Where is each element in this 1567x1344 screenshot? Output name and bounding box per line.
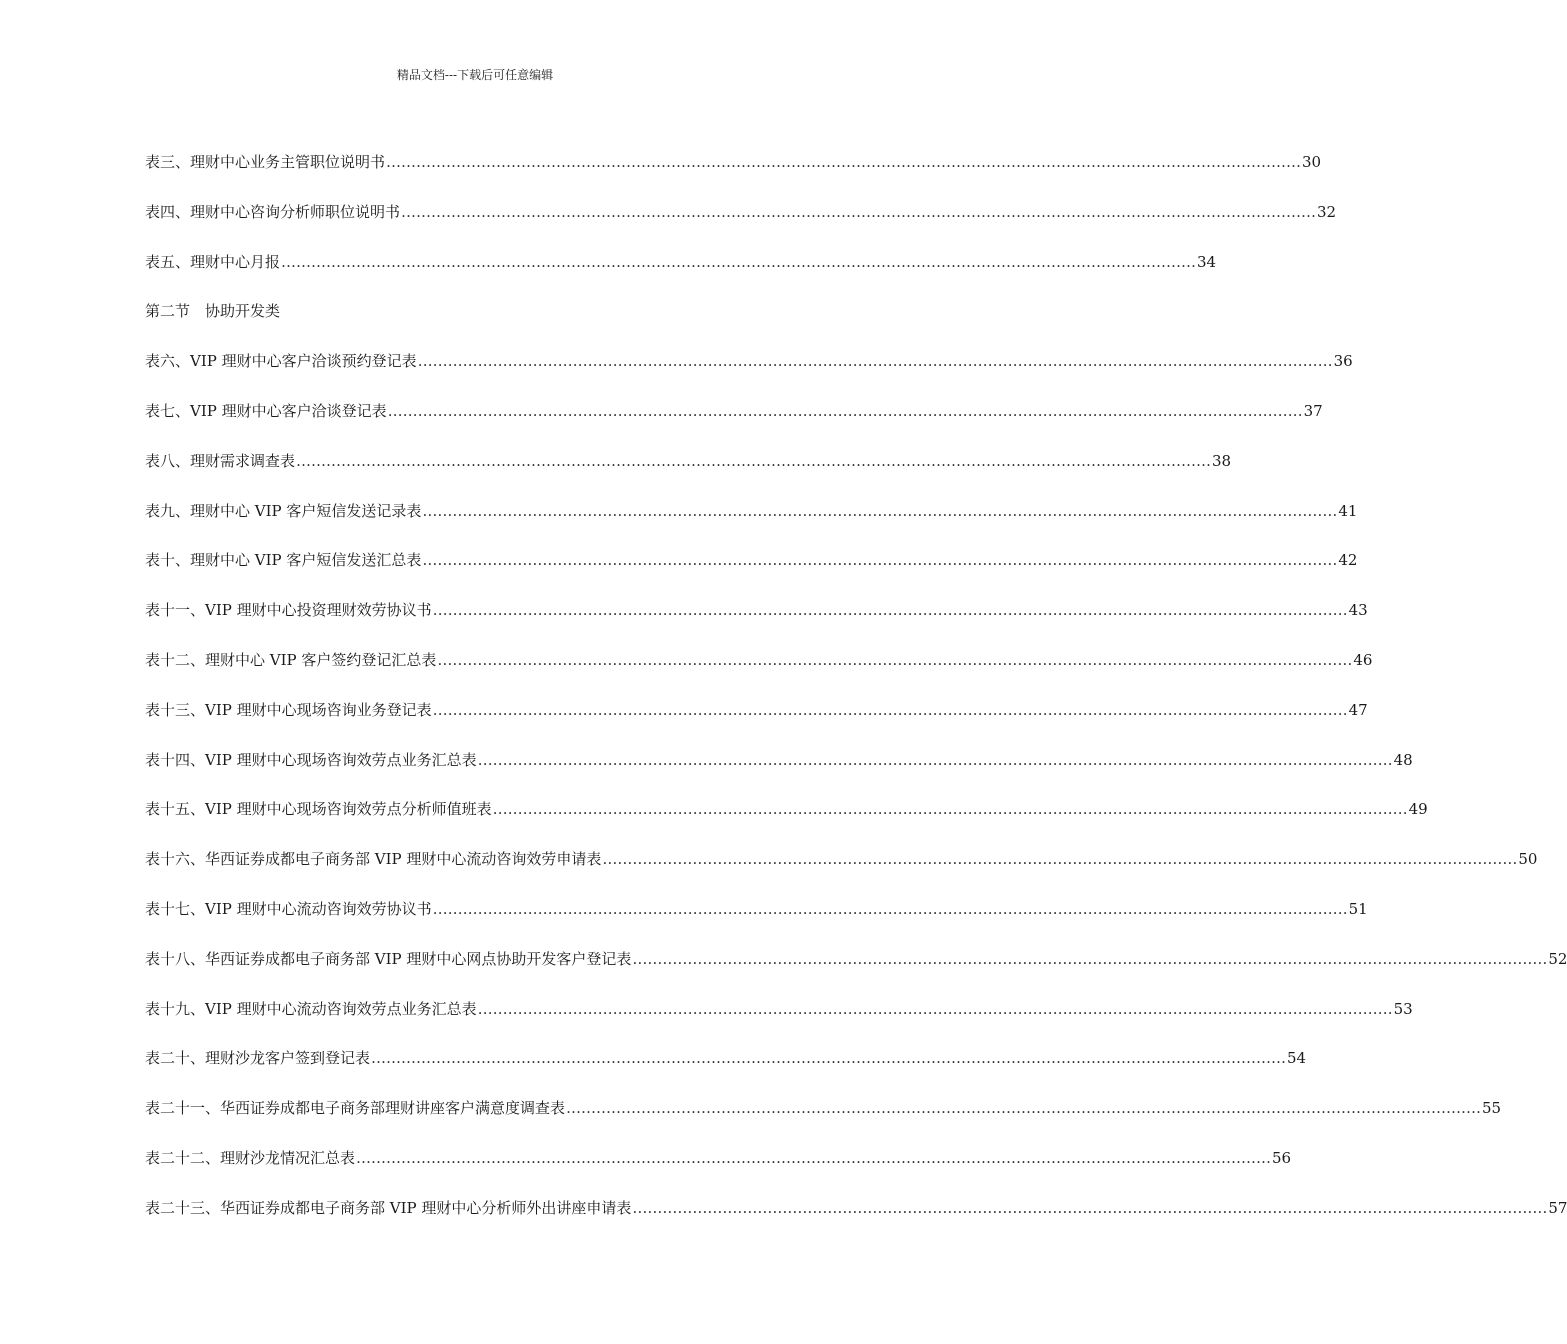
toc-page-number: 50 [1518,850,1538,869]
toc-entry[interactable] [145,1196,1567,1246]
toc-page-number: 52 [1548,949,1567,968]
toc-entry[interactable] [145,598,1368,648]
toc-entry-title: 表二十二、理财沙龙情况汇总表 [145,1148,356,1167]
toc-entry[interactable] [145,200,1337,250]
toc-dot-leader: ………………………………………………………………………………………………………………………………………………………………… [566,1099,1482,1118]
toc-dot-leader: ………………………………………………………………………………………………………………………………………………………………… [356,1148,1272,1167]
toc-entry[interactable] [145,698,1368,748]
toc-page-number: 30 [1302,153,1322,171]
toc-entry-title: 表十六、华西证券成都电子商务部 VIP 理财中心流动咨询效劳申请表 [145,850,602,869]
toc-entry-title: 表三、理财中心业务主管职位说明书 [145,153,386,171]
toc-dot-leader: ………………………………………………………………………………………………………………………………………………………………… [432,899,1348,918]
table-of-contents [145,150,1567,1246]
toc-dot-leader: ………………………………………………………………………………………………………………………………………………………………… [477,999,1393,1018]
toc-entry[interactable] [145,250,1217,300]
toc-page-number: 37 [1303,401,1323,420]
toc-entry[interactable] [145,748,1413,798]
toc-page-number: 46 [1353,650,1373,669]
toc-entry-title: 表四、理财中心咨询分析师职位说明书 [145,202,401,221]
toc-entry-title: 表八、理财需求调查表 [145,451,296,470]
toc-entry-title: 表十五、VIP 理财中心现场咨询效劳点分析师值班表 [145,800,492,819]
page-header: 精品文档---下载后可任意编辑 [396,68,554,82]
toc-entry[interactable] [145,797,1428,847]
toc-entry-title: 表九、理财中心 VIP 客户短信发送记录表 [145,501,422,520]
toc-dot-leader: ………………………………………………………………………………………………………………………………………………………………… [296,451,1212,470]
toc-entry[interactable] [145,1046,1307,1096]
toc-entry[interactable] [145,897,1368,947]
toc-page-number: 38 [1212,451,1232,470]
toc-dot-leader: ………………………………………………………………………………………………………………………………………………………………… [477,750,1393,769]
toc-entry-title: 表七、VIP 理财中心客户洽谈登记表 [145,401,387,420]
toc-entry[interactable] [145,349,1353,399]
toc-entry[interactable] [145,1146,1292,1196]
toc-entry-title: 表十三、VIP 理财中心现场咨询业务登记表 [145,700,432,719]
toc-dot-leader: ………………………………………………………………………………………………………………………………………………………………… [492,800,1408,819]
toc-dot-leader: ………………………………………………………………………………………………………………………………………………………………… [401,202,1317,221]
toc-page-number: 47 [1348,700,1368,719]
toc-entry-title: 表十八、华西证券成都电子商务部 VIP 理财中心网点协助开发客户登记表 [145,949,632,968]
toc-page-number: 54 [1287,1049,1307,1068]
toc-entry-title: 表二十三、华西证券成都电子商务部 VIP 理财中心分析师外出讲座申请表 [145,1198,632,1217]
toc-entry[interactable] [145,499,1358,549]
toc-entry-title: 表十、理财中心 VIP 客户短信发送汇总表 [145,551,422,570]
toc-entry[interactable] [145,1096,1502,1146]
toc-dot-leader: ………………………………………………………………………………………………………………………………………………………………… [281,252,1197,271]
toc-entry-title: 表十七、VIP 理财中心流动咨询效劳协议书 [145,899,432,918]
toc-entry-title: 表六、VIP 理财中心客户洽谈预约登记表 [145,352,417,371]
toc-page-number: 34 [1197,252,1217,271]
toc-entry[interactable] [145,648,1373,698]
toc-page-number: 49 [1408,800,1428,819]
toc-entry-title: 表十二、理财中心 VIP 客户签约登记汇总表 [145,650,437,669]
toc-dot-leader: ………………………………………………………………………………………………………………………………………………………………… [387,401,1303,420]
toc-dot-leader: ………………………………………………………………………………………………………………………………………………………………… [432,601,1348,620]
toc-page-number: 55 [1482,1099,1502,1118]
toc-dot-leader: ………………………………………………………………………………………………………………………………………………………………… [632,949,1548,968]
toc-entry[interactable] [145,947,1567,997]
toc-entry[interactable] [145,997,1413,1047]
toc-entry[interactable] [145,150,1322,200]
toc-page-number: 56 [1272,1148,1292,1167]
toc-entry[interactable] [145,548,1358,598]
toc-entry-title: 表二十一、华西证券成都电子商务部理财讲座客户满意度调查表 [145,1099,566,1118]
toc-page-number: 48 [1393,750,1413,769]
toc-dot-leader: ………………………………………………………………………………………………………………………………………………………………… [371,1049,1287,1068]
toc-entry[interactable] [145,847,1538,897]
toc-page-number: 41 [1338,501,1358,520]
toc-dot-leader: ………………………………………………………………………………………………………………………………………………………………… [602,850,1518,869]
toc-entry-title: 表十四、VIP 理财中心现场咨询效劳点业务汇总表 [145,750,477,769]
toc-page-number: 36 [1333,352,1353,371]
toc-page-number: 53 [1393,999,1413,1018]
toc-dot-leader: ………………………………………………………………………………………………………………………………………………………………… [417,352,1333,371]
toc-page-number: 43 [1348,601,1368,620]
toc-page-number: 32 [1317,202,1337,221]
toc-page-number: 42 [1338,551,1358,570]
toc-dot-leader: ………………………………………………………………………………………………………………………………………………………………… [432,700,1348,719]
toc-entry-title: 表十九、VIP 理财中心流动咨询效劳点业务汇总表 [145,999,477,1018]
toc-dot-leader: ………………………………………………………………………………………………………………………………………………………………… [422,501,1338,520]
toc-entry-title: 表二十、理财沙龙客户签到登记表 [145,1049,371,1068]
toc-dot-leader: ………………………………………………………………………………………………………………………………………………………………… [386,153,1302,171]
toc-dot-leader: ………………………………………………………………………………………………………………………………………………………………… [437,650,1353,669]
toc-page-number: 57 [1548,1198,1567,1217]
toc-entry-title: 表五、理财中心月报 [145,252,281,271]
toc-entry-title: 表十一、VIP 理财中心投资理财效劳协议书 [145,601,432,620]
toc-dot-leader: ………………………………………………………………………………………………………………………………………………………………… [422,551,1338,570]
toc-section-heading: 第二节 协助开发类 [145,302,281,321]
toc-dot-leader: ………………………………………………………………………………………………………………………………………………………………… [632,1198,1548,1217]
toc-entry[interactable] [145,399,1323,449]
toc-page-number: 51 [1348,899,1368,918]
toc-entry[interactable] [145,449,1232,499]
